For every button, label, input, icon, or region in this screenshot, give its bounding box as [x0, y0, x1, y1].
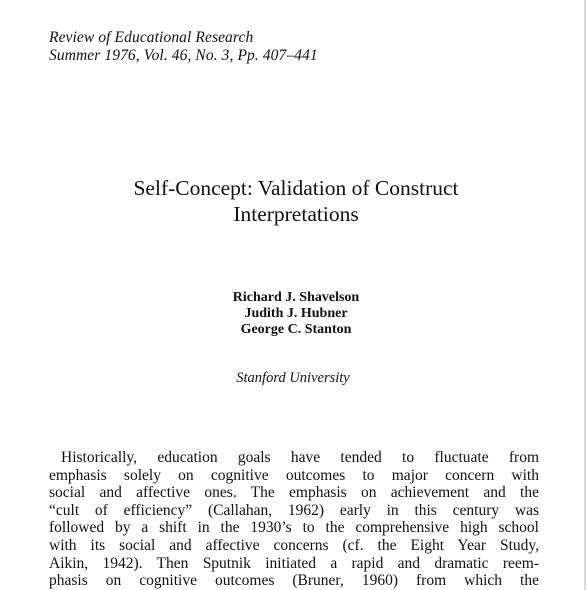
paragraph-line: with its social and affective concerns (cf. the Eight Year Study, — [49, 536, 539, 554]
paragraph-line: Historically, education goals have tended to fluctuate from — [61, 449, 539, 466]
paragraph-line: social and affective ones. The emphasis on achievement and the — [49, 484, 539, 502]
paragraph-line: Aikin, 1942). Then Sputnik initiated a rapid and dramatic reem- — [49, 554, 539, 572]
paragraph-line: phasis on cognitive outcomes (Bruner, 1960) from which the — [49, 572, 539, 590]
journal-citation: Summer 1976, Vol. 46, No. 3, Pp. 407–441 — [49, 47, 318, 64]
paragraph-line: followed by a shift in the 1930’s to the comprehensive high school — [49, 519, 539, 537]
author-name: George C. Stanton — [240, 322, 352, 337]
journal-name: Review of Educational Research — [49, 29, 254, 46]
paragraph-line: emphasis solely on cognitive outcomes to major concern with — [49, 466, 539, 484]
journal-header — [49, 29, 318, 65]
paragraph-line: “cult of efficiency” (Callahan, 1962) early in this century was — [49, 501, 539, 519]
article-title — [0, 175, 588, 227]
author-affiliation: Stanford University — [236, 370, 350, 386]
author-list — [0, 290, 588, 338]
author-name: Richard J. Shavelson — [232, 290, 360, 305]
article-title-line-1: Self-Concept: Validation of Construct — [133, 176, 459, 200]
article-title-line-2: Interpretations — [233, 202, 359, 226]
author-name: Judith J. Hubner — [244, 306, 348, 321]
body-paragraph — [49, 449, 539, 590]
